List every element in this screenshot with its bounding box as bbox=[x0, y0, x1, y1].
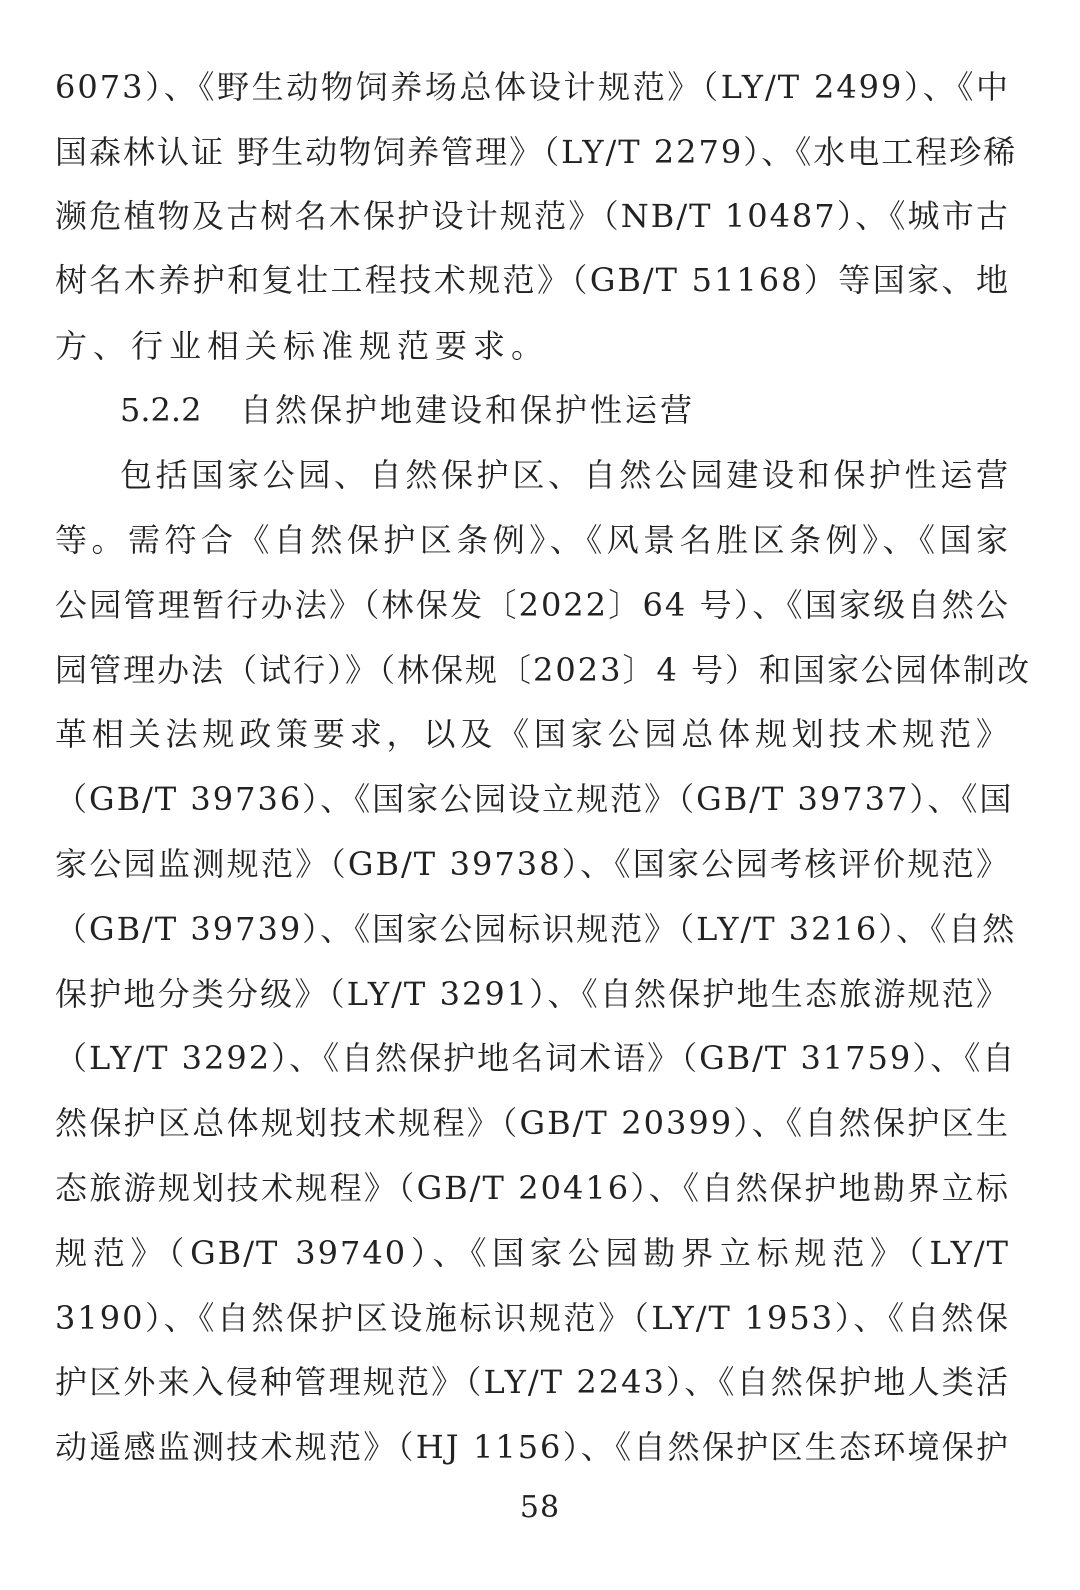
text-line: 6073）、《野生动物饲养场总体设计规范》（LY/T 2499）、《中 bbox=[55, 68, 1010, 106]
text-line: 濒危植物及古树名木保护设计规范》（NB/T 10487）、《城市古 bbox=[55, 197, 1010, 235]
section-heading bbox=[120, 378, 695, 442]
text-line: 护区外来入侵种管理规范》（LY/T 2243）、《自然保护地人类活 bbox=[55, 1363, 1010, 1401]
text-line: 方、行业相关标准规范要求。 bbox=[55, 327, 550, 365]
text-line: 园管理办法（试行）》（林保规〔2023〕4 号）和国家公园体制改 bbox=[55, 651, 1031, 689]
text-line: （GB/T 39736）、《国家公园设立规范》（GB/T 39737）、《国 bbox=[55, 780, 1014, 818]
text-line: （LY/T 3292）、《自然保护地名词术语》（GB/T 31759）、《自 bbox=[55, 1039, 1017, 1077]
text-line: 公园管理暂行办法》（林保发〔2022〕64 号）、《国家级自然公 bbox=[55, 586, 1010, 624]
text-line: 动遥感监测技术规范》（HJ 1156）、《自然保护区生态环境保护 bbox=[55, 1428, 1010, 1466]
text-line: 等。需符合《自然保护区条例》、《风景名胜区条例》、《国家 bbox=[55, 521, 1010, 559]
text-line: 革相关法规政策要求，以及《国家公园总体规划技术规范》 bbox=[55, 715, 1010, 753]
text-line: 树名木养护和复壮工程技术规范》（GB/T 51168）等国家、地 bbox=[55, 261, 1010, 299]
text-line: 包括国家公园、自然保护区、自然公园建设和保护性运营 bbox=[120, 456, 1010, 494]
text-line: （GB/T 39739）、《国家公园标识规范》（LY/T 3216）、《自然 bbox=[55, 910, 1017, 948]
page-number: 58 bbox=[519, 1490, 561, 1525]
text-line: 规范》（GB/T 39740）、《国家公园勘界立标规范》（LY/T bbox=[55, 1234, 1010, 1272]
text-line: 态旅游规划技术规程》（GB/T 20416）、《自然保护地勘界立标 bbox=[55, 1169, 1010, 1207]
section-title: 自然保护地建设和保护性运营 bbox=[240, 391, 696, 429]
text-line: 家公园监测规范》（GB/T 39738）、《国家公园考核评价规范》 bbox=[55, 845, 1010, 883]
text-line: 然保护区总体规划技术规程》（GB/T 20399）、《自然保护区生 bbox=[55, 1104, 1010, 1142]
text-line: 保护地分类分级》（LY/T 3291）、《自然保护地生态旅游规范》 bbox=[55, 975, 1010, 1013]
section-number: 5.2.2 bbox=[120, 391, 202, 429]
text-line: 国森林认证 野生动物饲养管理》（LY/T 2279）、《水电工程珍稀 bbox=[55, 133, 1018, 171]
text-line: 3190）、《自然保护区设施标识规范》（LY/T 1953）、《自然保 bbox=[55, 1299, 1010, 1337]
